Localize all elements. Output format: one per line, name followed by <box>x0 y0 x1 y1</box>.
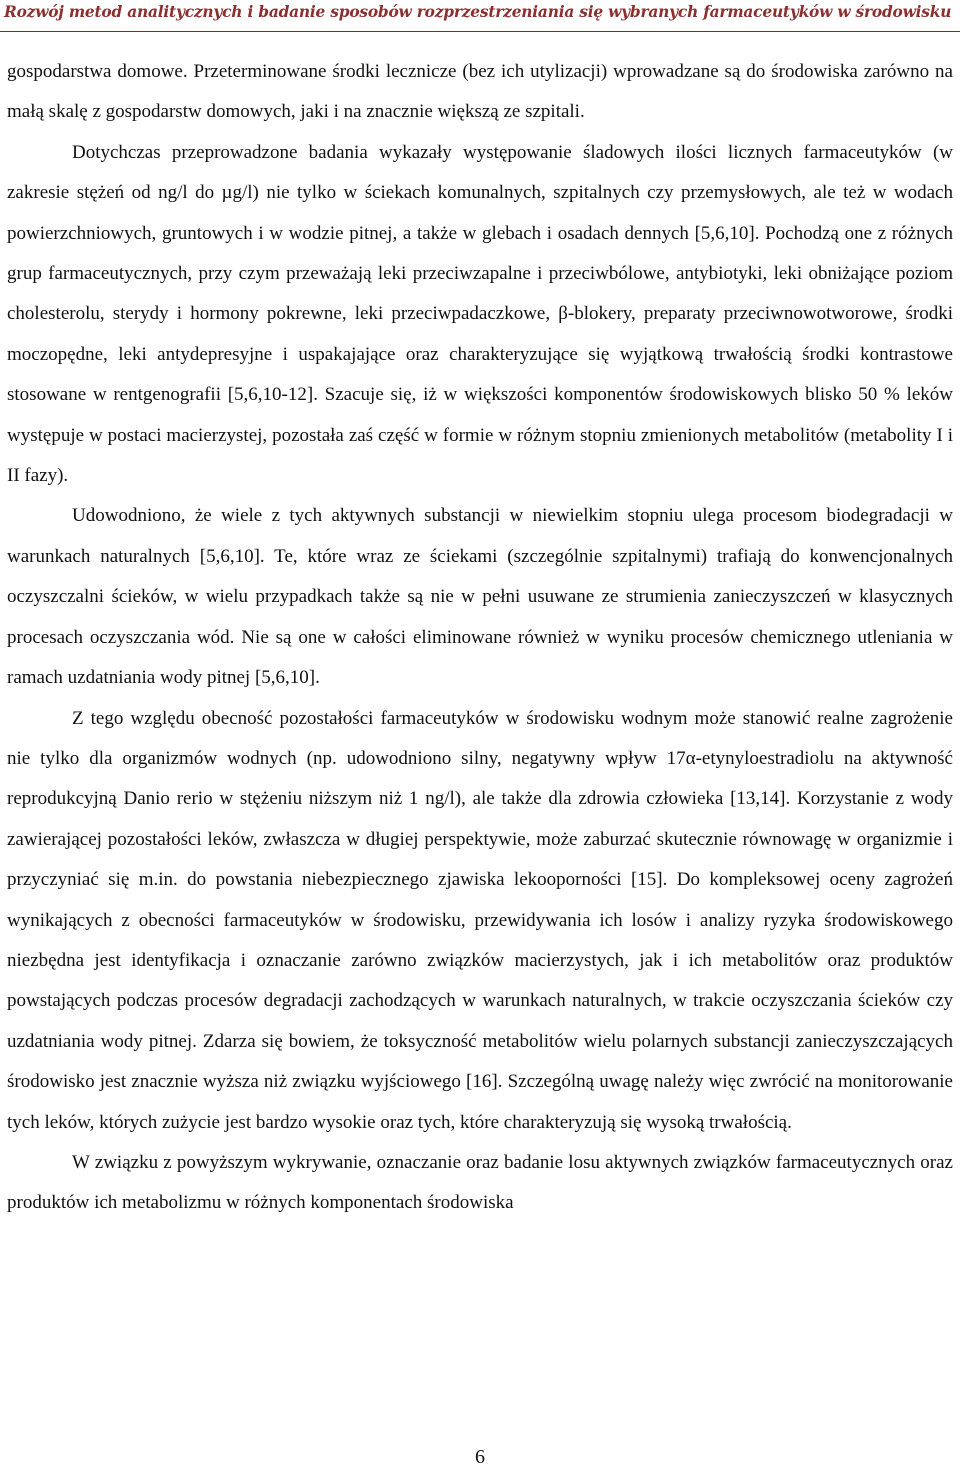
running-title: Rozwój metod analitycznych i badanie sposobów rozprzestrzeniania się wybranych farmaceutyków w środowisku <box>4 3 952 21</box>
paragraph-4: Z tego względu obecność pozostałości farmaceutyków w środowisku wodnym może stanowić realne zagrożenie nie tylko dla organizmów wodnych (np. udowodniono silny, negatywny wpływ 17α-etynyloestradiolu na aktywność reprodukcyjną Danio rerio w stężeniu niższym niż 1 ng/l), ale także dla zdrowia człowieka [13,14]. Korzystanie z wody zawierającej pozostałości leków, zwłaszcza w długiej perspektywie, może zaburzać skutecznie równowagę w organizmie i przyczyniać się m.in. do powstania niebezpiecznego zjawiska lekooporności [15]. Do kompleksowej oceny zagrożeń wynikających z obecności farmaceutyków w środowisku, przewidywania ich losów i analizy ryzyka środowiskowego niezbędna jest identyfikacja i oznaczanie zarówno związków macierzystych, jak i ich metabolitów oraz produktów powstających podczas procesów degradacji zachodzących w warunkach naturalnych, w trakcie oczyszczania ścieków czy uzdatniania wody pitnej. Zdarza się bowiem, że toksyczność metabolitów wielu polarnych substancji zanieczyszczających środowisko jest znacznie wyższa niż związku wyjściowego [16]. Szczególną uwagę należy więc zwrócić na monitorowanie tych leków, których zużycie jest bardzo wysokie oraz tych, które charakteryzują się wysoką trwałością. <box>7 707 953 1133</box>
paragraph-3: Udowodniono, że wiele z tych aktywnych substancji w niewielkim stopniu ulega procesom biodegradacji w warunkach naturalnych [5,6,10]. Te, które wraz ze ściekami (szczególnie szpitalnymi) trafiają do konwencjonalnych oczyszczalni ścieków, w wielu przypadkach także są nie w pełni usuwane ze strumienia zanieczyszczeń w klasycznych procesach oczyszczania wód. Nie są one w całości eliminowane również w wyniku procesów chemicznego utleniania w ramach uzdatniania wody pitnej [5,6,10]. <box>7 505 953 689</box>
paragraph-1: gospodarstwa domowe. Przeterminowane środki lecznicze (bez ich utylizacji) wprowadzane są do środowiska zarówno na małą skalę z gospodarstw domowych, jaki i na znacznie większą ze szpitali. <box>7 61 953 123</box>
paragraph-2: Dotychczas przeprowadzone badania wykazały występowanie śladowych ilości licznych farmaceutyków (w zakresie stężeń od ng/l do µg/l) nie tylko w ściekach komunalnych, szpitalnych czy przemysłowych, ale też w wodach powierzchniowych, gruntowych i w wodzie pitnej, a także w glebach i osadach dennych [5,6,10]. Pochodzą one z różnych grup farmaceutycznych, przy czym przeważają leki przeciwzapalne i przeciwbólowe, antybiotyki, leki obniżające poziom cholesterolu, sterydy i hormony pokrewne, leki przeciwpadaczkowe, β-blokery, preparaty przeciwnowotworowe, środki moczopędne, leki antydepresyjne i uspakajające oraz charakteryzujące się wyjątkową trwałością środki kontrastowe stosowane w rentgenografii [5,6,10-12]. Szacuje się, iż w większości komponentów środowiskowych blisko 50 % leków występuje w postaci macierzystej, pozostała zaś część w formie w różnym stopniu zmienionych metabolitów (metabolity I i II fazy). <box>7 141 953 487</box>
page-number: 6 <box>475 1446 485 1468</box>
document-body <box>7 52 953 1224</box>
paragraph-5: W związku z powyższym wykrywanie, oznaczanie oraz badanie losu aktywnych związków farmaceutycznych oraz produktów ich metabolizmu w różnych komponentach środowiska <box>7 1151 953 1214</box>
running-header <box>0 0 960 32</box>
